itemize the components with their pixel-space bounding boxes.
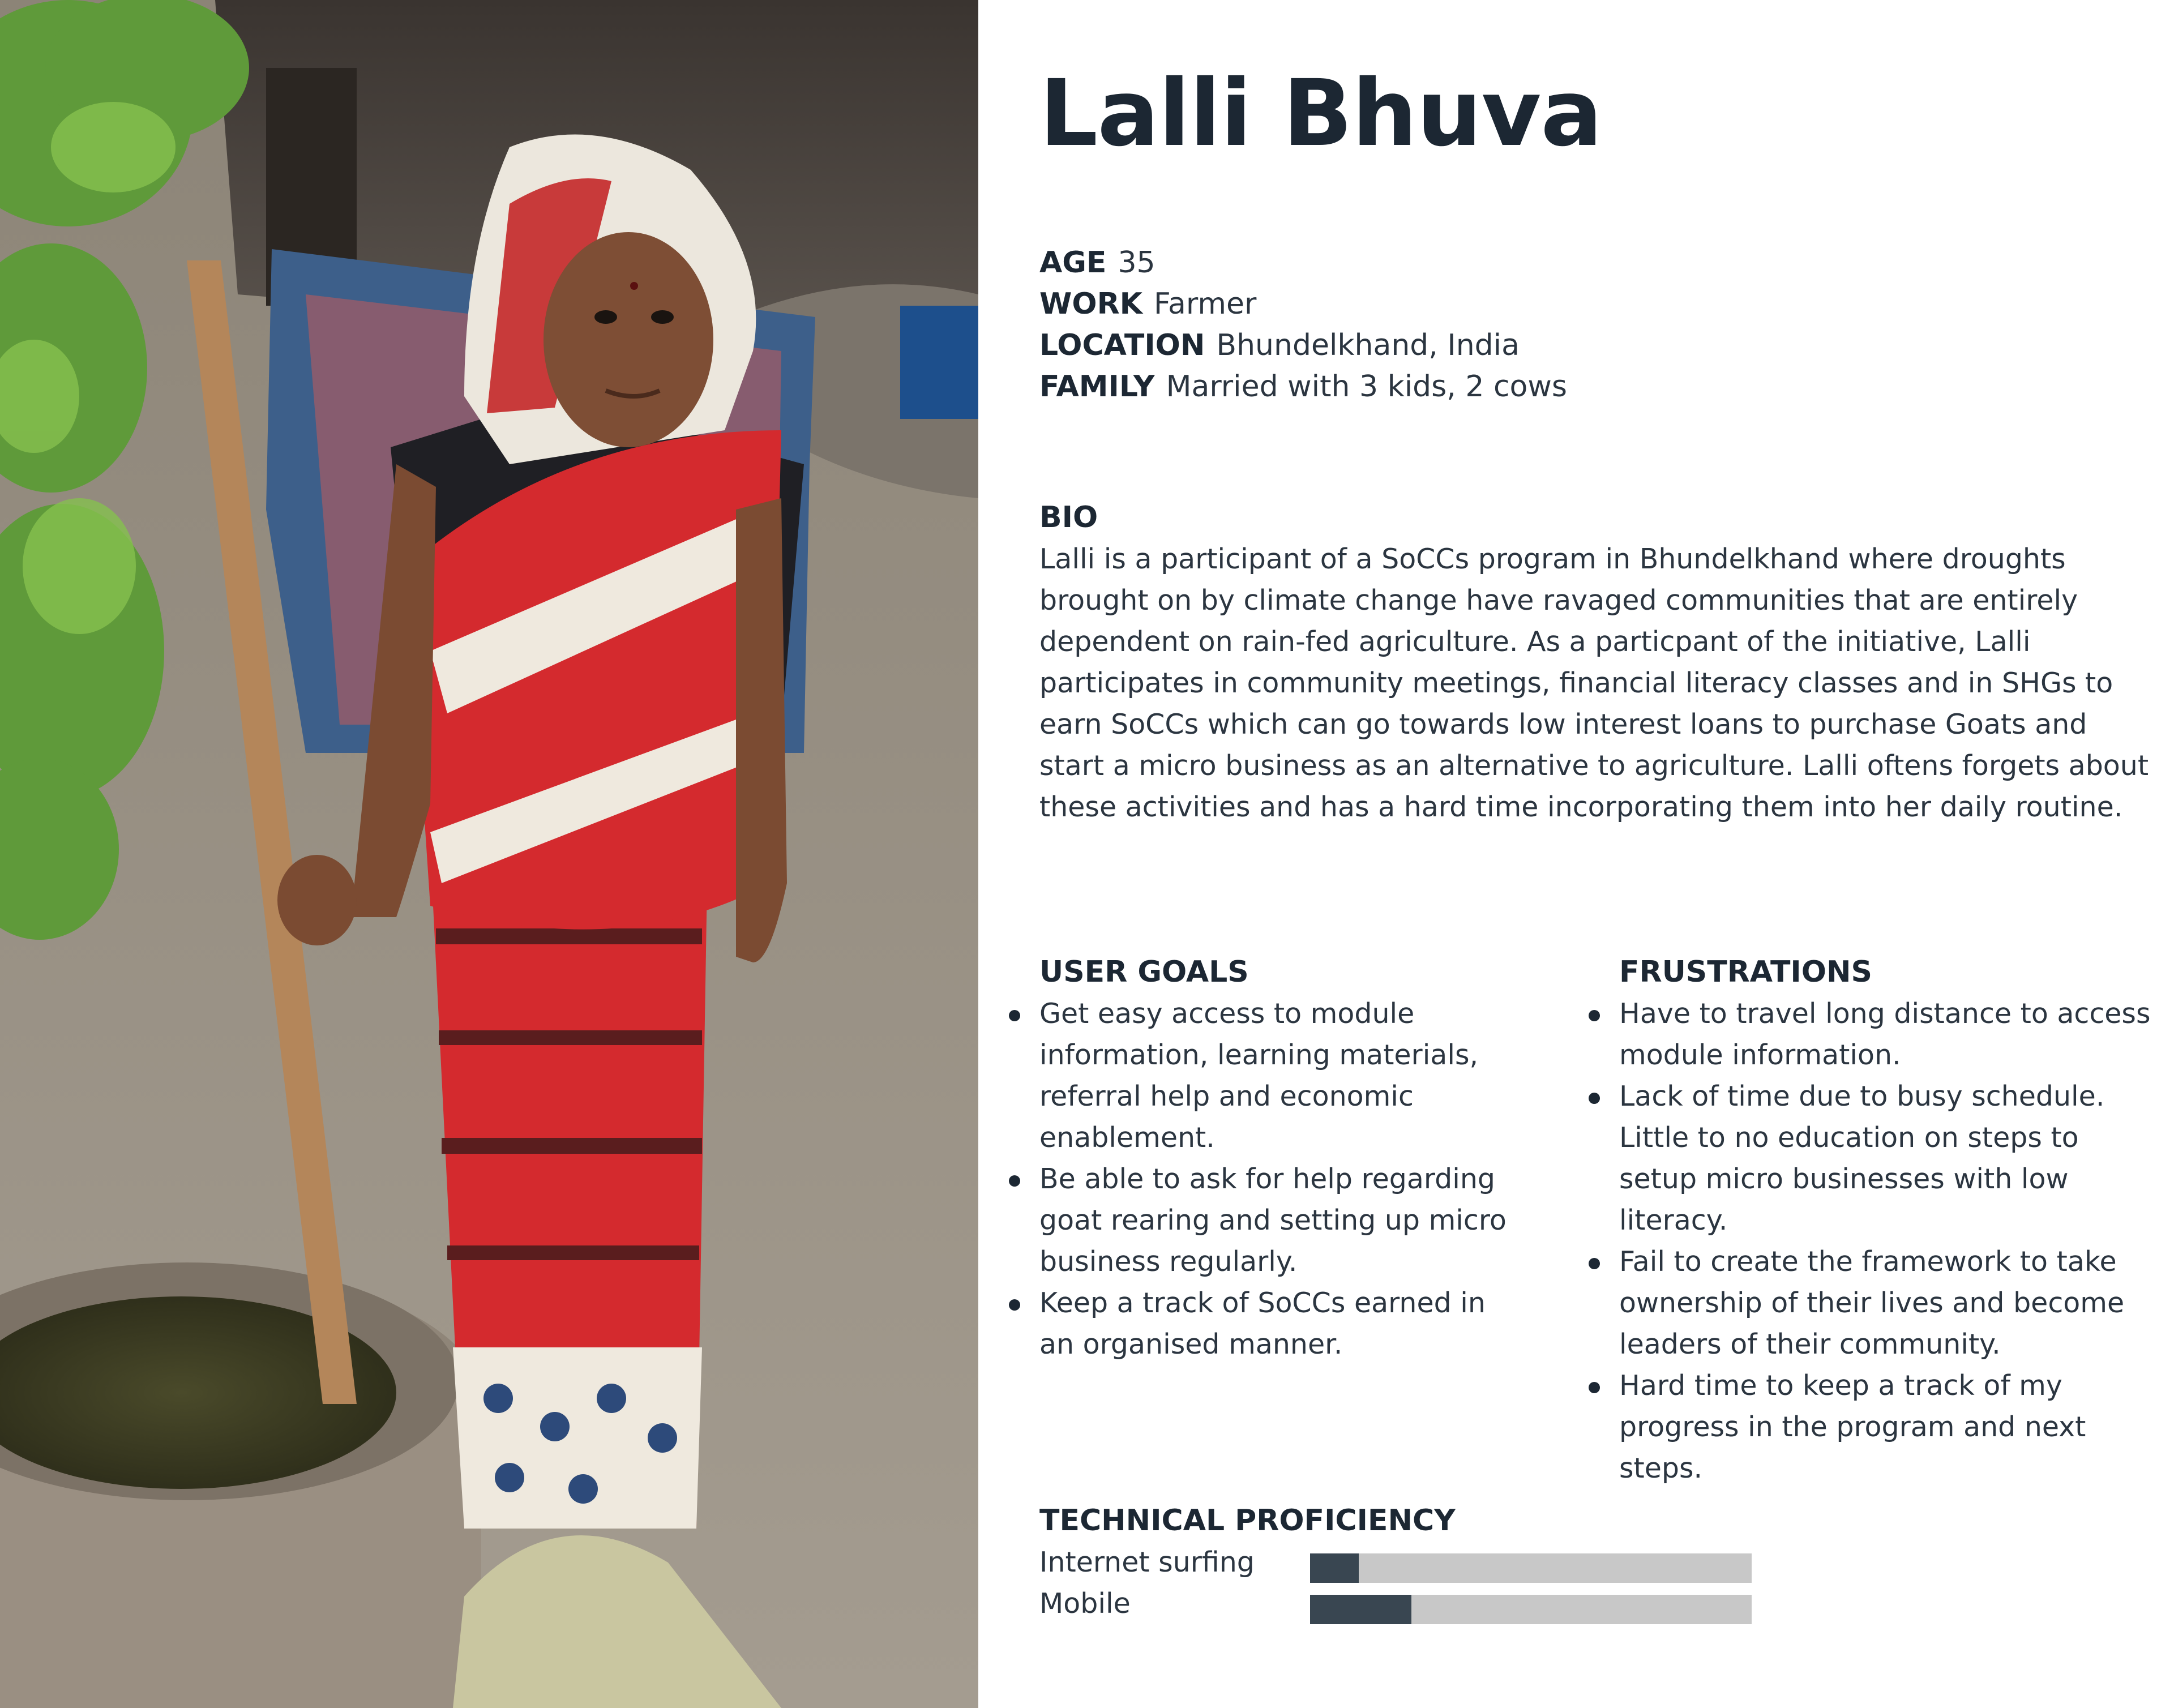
user-goal-item: Be able to ask for help regarding goat rearing and setting up micro business regularly. — [1039, 1158, 1509, 1282]
frustration-item: Hard time to keep a track of my progress in the program and next steps. — [1619, 1365, 2163, 1489]
fact-location — [1039, 325, 1567, 366]
persona-panel — [1039, 0, 2155, 1708]
proficiency-label: Internet surfing — [1039, 1546, 1255, 1578]
fact-label: WORK — [1039, 287, 1142, 321]
proficiency-bar-internet — [1310, 1553, 1752, 1583]
fact-value: Farmer — [1153, 287, 1257, 321]
user-goals-section — [1039, 952, 1572, 1365]
fact-family — [1039, 366, 1567, 408]
bio-title: BIO — [1039, 500, 1098, 534]
fact-label: FAMILY — [1039, 370, 1155, 404]
persona-photo — [0, 0, 978, 1708]
fact-value: Bhundelkhand, India — [1216, 328, 1520, 362]
bio-section — [1039, 497, 2149, 828]
user-goal-item: Keep a track of SoCCs earned in an organised manner. — [1039, 1282, 1509, 1365]
persona-name: Lalli Bhuva — [1039, 61, 1602, 167]
fact-label: AGE — [1039, 246, 1107, 280]
proficiency-fill — [1310, 1595, 1411, 1624]
frustrations-list — [1619, 993, 2163, 1489]
frustrations-section — [1619, 952, 2163, 1489]
proficiency-row-mobile — [1039, 1583, 1832, 1624]
frustration-item: Have to travel long distance to access module information. — [1619, 993, 2163, 1076]
fact-value: Married with 3 kids, 2 cows — [1166, 370, 1567, 404]
fact-age — [1039, 242, 1567, 284]
proficiency-fill — [1310, 1553, 1359, 1583]
technical-proficiency-section — [1039, 1500, 1832, 1624]
technical-proficiency-title: TECHNICAL PROFICIENCY — [1039, 1504, 1456, 1538]
proficiency-label: Mobile — [1039, 1587, 1131, 1620]
user-goal-item: Get easy access to module information, learning materials, referral help and economic enablement. — [1039, 993, 1509, 1158]
user-goals-title: USER GOALS — [1039, 955, 1249, 989]
bio-text: Lalli is a participant of a SoCCs program in Bhundelkhand where droughts brought on by climate change have ravaged communities that are entirely dependent on rain-fed agriculture. As a particpant of the initiative, Lalli participates in community meetings, financial literacy classes and in SHGs to earn SoCCs which can go towards low interest loans to purchase Goats and start a micro business as an alternative to agriculture. Lalli oftens forgets about these activities and has a hard time incorporating them into her daily routine. — [1039, 543, 2149, 823]
proficiency-row-internet — [1039, 1542, 1832, 1583]
frustration-item: Fail to create the framework to take ownership of their lives and become leaders of their community. — [1619, 1241, 2163, 1365]
frustration-item: Lack of time due to busy schedule. Little to no education on steps to setup micro businesses with low literacy. — [1619, 1076, 2163, 1241]
fact-value: 35 — [1118, 246, 1156, 280]
persona-facts — [1039, 242, 1567, 408]
user-goals-list — [1039, 993, 1572, 1365]
fact-label: LOCATION — [1039, 328, 1205, 362]
frustrations-title: FRUSTRATIONS — [1619, 955, 1872, 989]
proficiency-bar-mobile — [1310, 1595, 1752, 1624]
fact-work — [1039, 284, 1567, 325]
